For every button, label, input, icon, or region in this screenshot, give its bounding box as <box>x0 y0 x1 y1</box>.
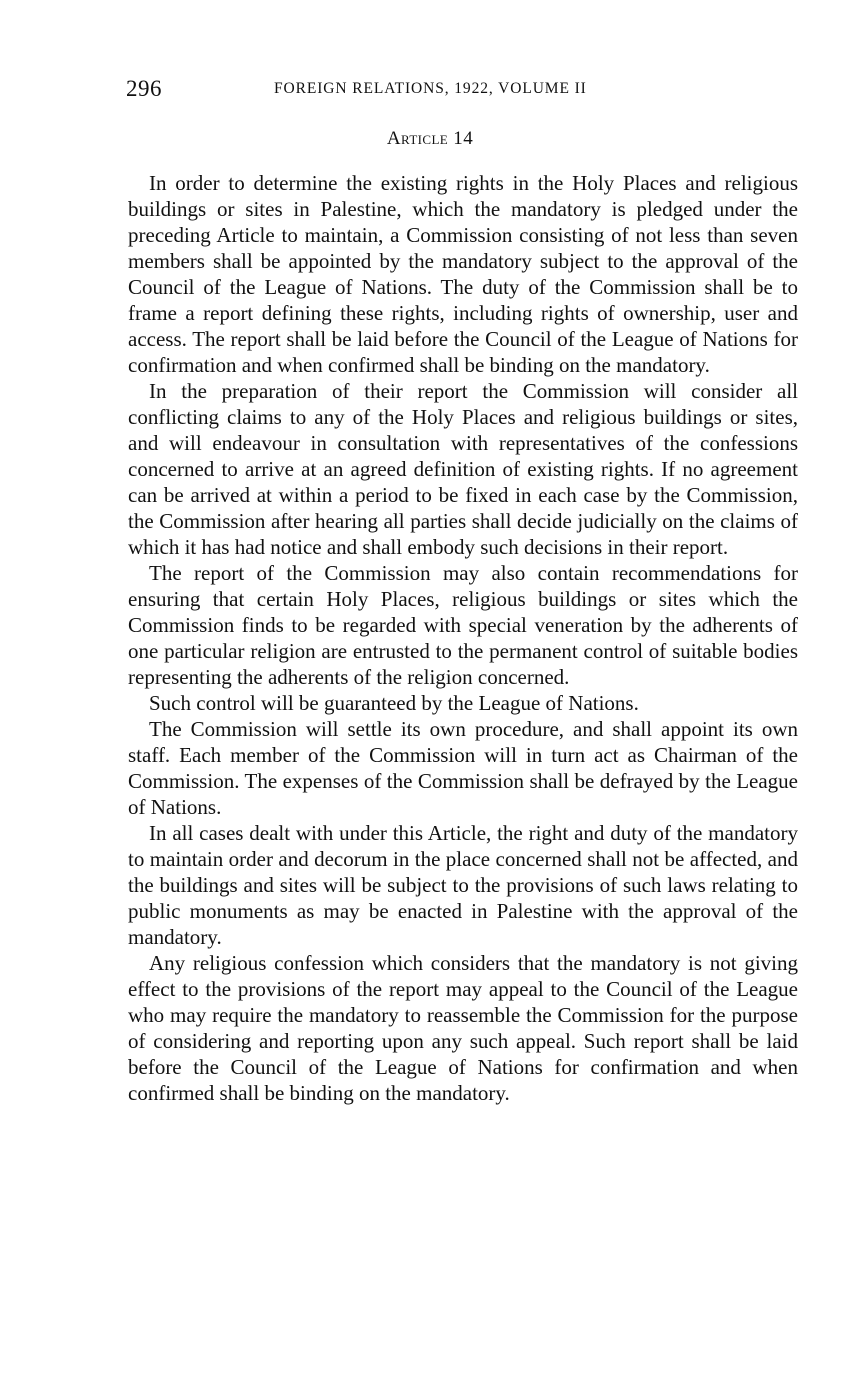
page-number: 296 <box>126 76 162 101</box>
paragraph-4: Such control will be guaranteed by the League of Nations. <box>149 691 639 715</box>
paragraph-1: In order to determine the existing rights in the Holy Places and religious buildings or sites in Palestine, which the mandatory is pledged under the preceding Article to maintain, a Commission consisting of not less than seven members shall be appointed by the mandatory subject to the approval of the Council of the League of Nations. The duty of the Commission shall be to frame a report defining these rights, including rights of ownership, user and access. The report shall be laid before the Council of the League of Nations for confirmation and when confirmed shall be binding on the mandatory. <box>128 171 798 377</box>
article-body <box>128 170 798 1106</box>
paragraph-6: In all cases dealt with under this Article, the right and duty of the mandatory to maintain order and decorum in the place concerned shall not be affected, and the buildings and sites will be subject to the provisions of such laws relating to public monuments as may be enacted in Palestine with the approval of the mandatory. <box>128 821 798 949</box>
paragraph-7: Any religious confession which considers that the mandatory is not giving effect to the provisions of the report may appeal to the Council of the League who may require the mandatory to reassemble the Commission for the purpose of considering and reporting upon any such appeal. Such report shall be laid before the Council of the League of Nations for confirmation and when confirmed shall be binding on the mandatory. <box>128 951 798 1105</box>
article-heading <box>0 128 860 150</box>
paragraph-5: The Commission will settle its own procedure, and shall appoint its own staff. Each member of the Commission will in turn act as Chairman of the Commission. The expenses of the Commission shall be defrayed by the League of Nations. <box>128 717 798 819</box>
paragraph-2: In the preparation of their report the Commission will consider all conflicting claims to any of the Holy Places and religious buildings or sites, and will endeavour in consultation with representatives of the confessions concerned to arrive at an agreed definition of existing rights. If no agreement can be arrived at within a period to be fixed in each case by the Commission, the Commission after hearing all parties shall decide judicially on the claims of which it has had notice and shall embody such decisions in their report. <box>128 379 798 559</box>
article-heading-text: Article 14 <box>386 128 474 149</box>
running-header <box>126 76 798 106</box>
running-title: FOREIGN RELATIONS, 1922, VOLUME II <box>274 80 587 97</box>
paragraph-3: The report of the Commission may also contain recommendations for ensuring that certain Holy Places, religious buildings or sites which the Commission finds to be regarded with special veneration by the adherents of one particular religion are entrusted to the permanent control of suitable bodies representing the adherents of the religion concerned. <box>128 561 798 689</box>
